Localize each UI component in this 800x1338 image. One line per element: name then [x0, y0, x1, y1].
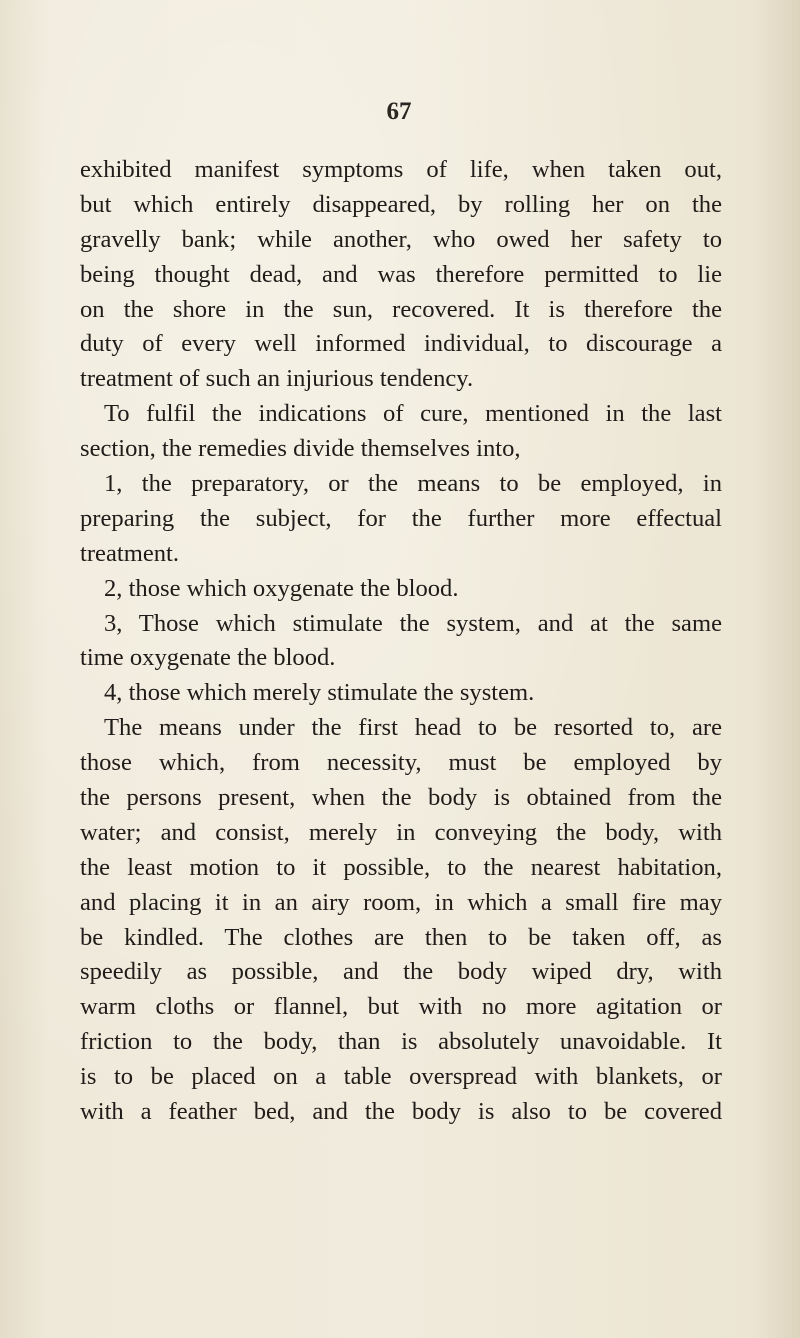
text-line: 3, Those which stimulate the system, and at the same: [104, 609, 722, 637]
text-line: speedily as possible, and the body wiped dry, with: [80, 958, 722, 986]
text-line: and placing it in an airy room, in which a small fire may: [80, 888, 722, 916]
text-line: preparing the subject, for the further more effectual: [80, 504, 722, 532]
text-line: To fulfil the indications of cure, mentioned in the last: [104, 400, 722, 428]
text-line: the least motion to it possible, to the nearest habitation,: [80, 853, 722, 881]
text-line: the persons present, when the body is obtained from the: [80, 784, 722, 812]
text-line: is to be placed on a table overspread with blankets, or: [80, 1063, 722, 1091]
text-line: treatment of such an injurious tendency.: [80, 365, 474, 393]
text-line: with a feather bed, and the body is also to be covered: [80, 1098, 722, 1126]
text-line: gravelly bank; while another, who owed her safety to: [80, 225, 722, 253]
text-line: friction to the body, than is absolutely unavoidable. It: [80, 1028, 722, 1056]
text-line: 2, those which oxygenate the blood.: [104, 574, 459, 602]
text-line: warm cloths or flannel, but with no more agitation or: [80, 993, 722, 1021]
text-line: The means under the first head to be resorted to, are: [104, 714, 722, 742]
text-line: time oxygenate the blood.: [80, 644, 336, 672]
text-line: exhibited manifest symptoms of life, when taken out,: [80, 156, 722, 183]
text-line: treatment.: [80, 539, 180, 567]
text-line: but which entirely disappeared, by rolling her on the: [80, 190, 722, 218]
text-line: 1, the preparatory, or the means to be employed, in: [104, 470, 722, 498]
text-line: water; and consist, merely in conveying the body, with: [80, 818, 722, 846]
text-line: those which, from necessity, must be employed by: [80, 749, 722, 777]
body-text: [80, 153, 722, 1130]
text-line: be kindled. The clothes are then to be taken off, as: [80, 923, 722, 951]
text-line: on the shore in the sun, recovered. It is therefore the: [80, 295, 722, 323]
text-line: section, the remedies divide themselves into,: [80, 435, 521, 463]
text-line: 4, those which merely stimulate the system.: [104, 679, 535, 707]
text-line: duty of every well informed individual, to discourage a: [80, 330, 722, 358]
text-line: being thought dead, and was therefore permitted to lie: [80, 260, 722, 288]
page-number: 67: [386, 98, 412, 125]
